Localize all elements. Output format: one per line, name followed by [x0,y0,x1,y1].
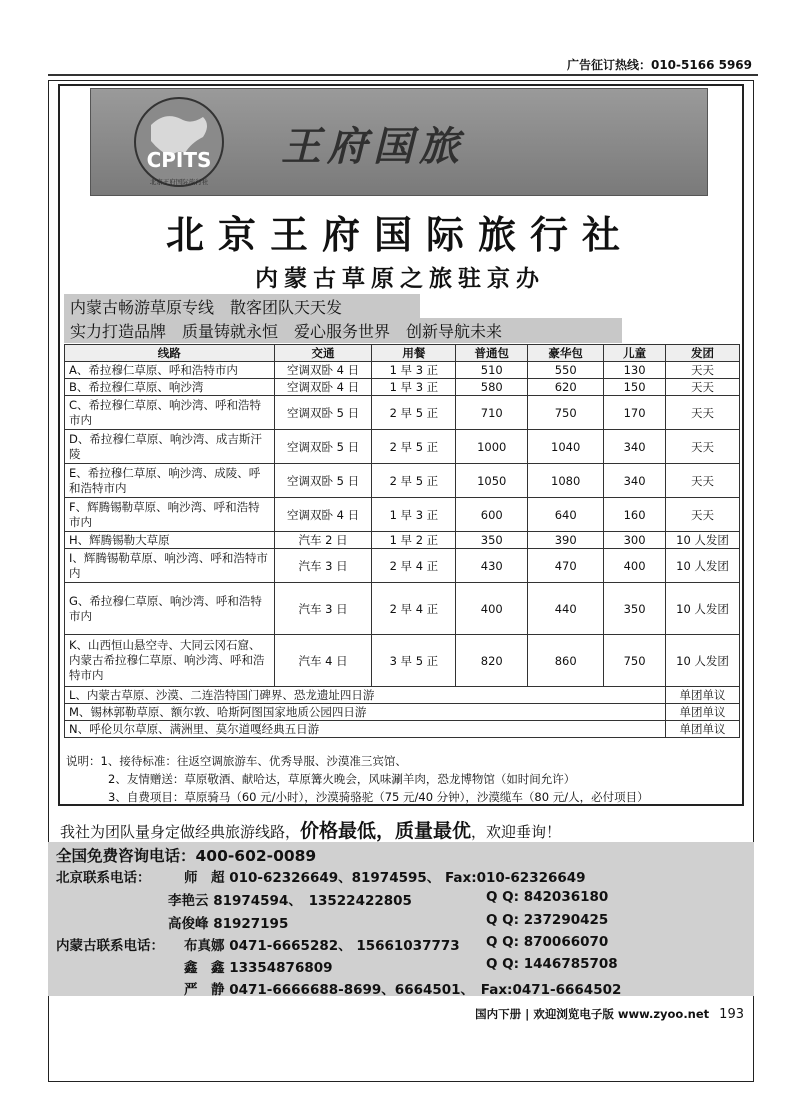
route-cell: L、内蒙古草原、沙漠、二连浩特国门碑界、恐龙遗址四日游 [65,687,666,704]
standard-price-cell: 510 [456,362,528,379]
departure-cell: 天天 [666,430,740,464]
page-subtitle: 内蒙古草原之旅驻京办 [255,266,545,292]
deluxe-price-cell: 470 [528,549,604,583]
deluxe-price-cell: 1080 [528,464,604,498]
child-price-cell: 130 [604,362,666,379]
beijing-contact: 李艳云 81974594、 13522422805 [168,893,412,909]
meals-cell: 2 早 5 正 [372,464,456,498]
meals-cell: 2 早 4 正 [372,583,456,635]
slogan-2: 实力打造品牌 质量铸就永恒 爱心服务世界 创新导航未来 [64,318,622,343]
col-header: 线路 [65,345,275,362]
route-cell: E、希拉穆仁草原、响沙湾、成陵、呼和浩特市内 [65,464,275,498]
route-cell: F、辉腾锡勒草原、响沙湾、呼和浩特市内 [65,498,275,532]
standard-price-cell: 580 [456,379,528,396]
transport-cell: 空调双卧 4 日 [274,362,372,379]
logo-sub-text: 北京王府国际旅行社 [149,178,209,186]
note-line: 3、自费项目：草原骑马（60 元/小时），沙漠骑骆驼（75 元/40 分钟），沙漠缆车（80 元/人，必付项目） [108,790,649,804]
child-price-cell: 300 [604,532,666,549]
neimenggu-contact: 鑫 鑫 13354876809 [184,960,333,976]
meals-cell: 2 早 5 正 [372,430,456,464]
route-cell: H、辉腾锡勒大草原 [65,532,275,549]
transport-cell: 空调双卧 4 日 [274,379,372,396]
deluxe-price-cell: 750 [528,396,604,430]
promo-text: ，欢迎垂询！ [471,823,562,841]
table-row [65,549,740,583]
col-header: 儿童 [604,345,666,362]
transport-cell: 空调双卧 5 日 [274,464,372,498]
route-cell: C、希拉穆仁草原、响沙湾、呼和浩特市内 [65,396,275,430]
deluxe-price-cell: 640 [528,498,604,532]
col-header: 交通 [274,345,372,362]
meals-cell: 1 早 3 正 [372,498,456,532]
neimenggu-qq: Q Q: 870066070 [486,934,609,950]
departure-cell: 单团单议 [666,721,740,738]
standard-price-cell: 1050 [456,464,528,498]
neimenggu-contact: 布真娜 0471-6665282、 15661037773 [184,938,460,954]
meals-cell: 1 早 2 正 [372,532,456,549]
child-price-cell: 340 [604,464,666,498]
slogan-1: 内蒙古畅游草原专线 散客团队天天发 [64,294,420,319]
neimenggu-label: 内蒙古联系电话： [56,938,164,954]
contact-panel [48,842,754,996]
standard-price-cell: 1000 [456,430,528,464]
child-price-cell: 400 [604,549,666,583]
deluxe-price-cell: 440 [528,583,604,635]
child-price-cell: 160 [604,498,666,532]
table-row [65,362,740,379]
transport-cell: 空调双卧 4 日 [274,498,372,532]
globe-logo-icon [111,95,247,189]
route-cell: N、呼伦贝尔草原、满洲里、莫尔道嘎经典五日游 [65,721,666,738]
page-title: 北京王府国际旅行社 [165,213,634,257]
table-row [65,704,740,721]
route-cell: M、锡林郭勒草原、额尔敦、哈斯阿图国家地质公园四日游 [65,704,666,721]
deluxe-price-cell: 550 [528,362,604,379]
table-row [65,583,740,635]
table-row [65,464,740,498]
route-cell: B、希拉穆仁草原、响沙湾 [65,379,275,396]
child-price-cell: 170 [604,396,666,430]
table-header-row [65,345,740,362]
transport-cell: 汽车 2 日 [274,532,372,549]
table-row [65,721,740,738]
page-number: 193 [719,1007,744,1022]
departure-cell: 天天 [666,396,740,430]
route-cell: K、山西恒山悬空寺、大同云冈石窟、内蒙古希拉穆仁草原、响沙湾、呼和浩特市内 [65,635,275,687]
logo-text: CPITS [146,148,212,172]
table-row [65,396,740,430]
standard-price-cell: 350 [456,532,528,549]
meals-cell: 2 早 5 正 [372,396,456,430]
note-line: 2、友情赠送：草原敬酒、献哈达，草原篝火晚会，风味涮羊肉，恐龙博物馆（如时间允许） [108,772,576,786]
note-line: 说明：1、接待标准：往返空调旅游车、优秀导服、沙漠准三宾馆、 [66,754,407,768]
departure-cell: 10 人发团 [666,635,740,687]
departure-cell: 天天 [666,362,740,379]
departure-cell: 10 人发团 [666,549,740,583]
beijing-contact: 高俊峰 81927195 [168,916,289,932]
standard-price-cell: 400 [456,583,528,635]
departure-cell: 天天 [666,379,740,396]
table-row [65,430,740,464]
departure-cell: 10 人发团 [666,532,740,549]
routes-table [64,344,740,738]
departure-cell: 单团单议 [666,687,740,704]
col-header: 普通包 [456,345,528,362]
neimenggu-contact: 严 静 0471-6666688-8699、6664501、 Fax:0471-6664502 [184,982,622,998]
standard-price-cell: 820 [456,635,528,687]
transport-cell: 汽车 3 日 [274,549,372,583]
departure-cell: 10 人发团 [666,583,740,635]
notes-block [66,752,736,806]
deluxe-price-cell: 620 [528,379,604,396]
meals-cell: 3 早 5 正 [372,635,456,687]
child-price-cell: 350 [604,583,666,635]
departure-cell: 单团单议 [666,704,740,721]
beijing-contact: 师 超 010-62326649、81974595、 Fax:010-62326649 [184,870,586,886]
top-rule [48,74,758,76]
table-row [65,498,740,532]
meals-cell: 1 早 3 正 [372,362,456,379]
child-price-cell: 340 [604,430,666,464]
transport-cell: 空调双卧 5 日 [274,430,372,464]
child-price-cell: 750 [604,635,666,687]
departure-cell: 天天 [666,464,740,498]
promo-highlight: 价格最低，质量最优 [300,820,472,842]
child-price-cell: 150 [604,379,666,396]
col-header: 用餐 [372,345,456,362]
standard-price-cell: 710 [456,396,528,430]
departure-cell: 天天 [666,498,740,532]
footer-text: 国内下册 | 欢迎浏览电子版 www.zyoo.net [475,1007,710,1021]
promo-line [60,816,561,843]
table-row [65,379,740,396]
col-header: 豪华包 [528,345,604,362]
promo-text: 我社为团队量身定做经典旅游线路， [60,823,301,841]
beijing-qq: Q Q: 842036180 [486,889,609,905]
table-row [65,532,740,549]
brand-name: 王府国旅 [281,123,465,170]
brand-banner [90,88,708,196]
deluxe-price-cell: 390 [528,532,604,549]
route-cell: D、希拉穆仁草原、响沙湾、成吉斯汗陵 [65,430,275,464]
meals-cell: 1 早 3 正 [372,379,456,396]
standard-price-cell: 600 [456,498,528,532]
beijing-qq: Q Q: 237290425 [486,912,609,928]
page-footer [475,1006,744,1022]
deluxe-price-cell: 1040 [528,430,604,464]
transport-cell: 汽车 3 日 [274,583,372,635]
ad-hotline: 广告征订热线：010-5166 5969 [566,58,752,72]
deluxe-price-cell: 860 [528,635,604,687]
route-cell: I、辉腾锡勒草原、响沙湾、呼和浩特市内 [65,549,275,583]
transport-cell: 空调双卧 5 日 [274,396,372,430]
table-row [65,635,740,687]
meals-cell: 2 早 4 正 [372,549,456,583]
table-row [65,687,740,704]
neimenggu-qq: Q Q: 1446785708 [486,956,618,972]
free-hotline: 全国免费咨询电话：400-602-0089 [56,847,317,865]
route-cell: A、希拉穆仁草原、呼和浩特市内 [65,362,275,379]
standard-price-cell: 430 [456,549,528,583]
col-header: 发团 [666,345,740,362]
transport-cell: 汽车 4 日 [274,635,372,687]
route-cell: G、希拉穆仁草原、响沙湾、呼和浩特市内 [65,583,275,635]
beijing-label: 北京联系电话： [56,870,151,886]
